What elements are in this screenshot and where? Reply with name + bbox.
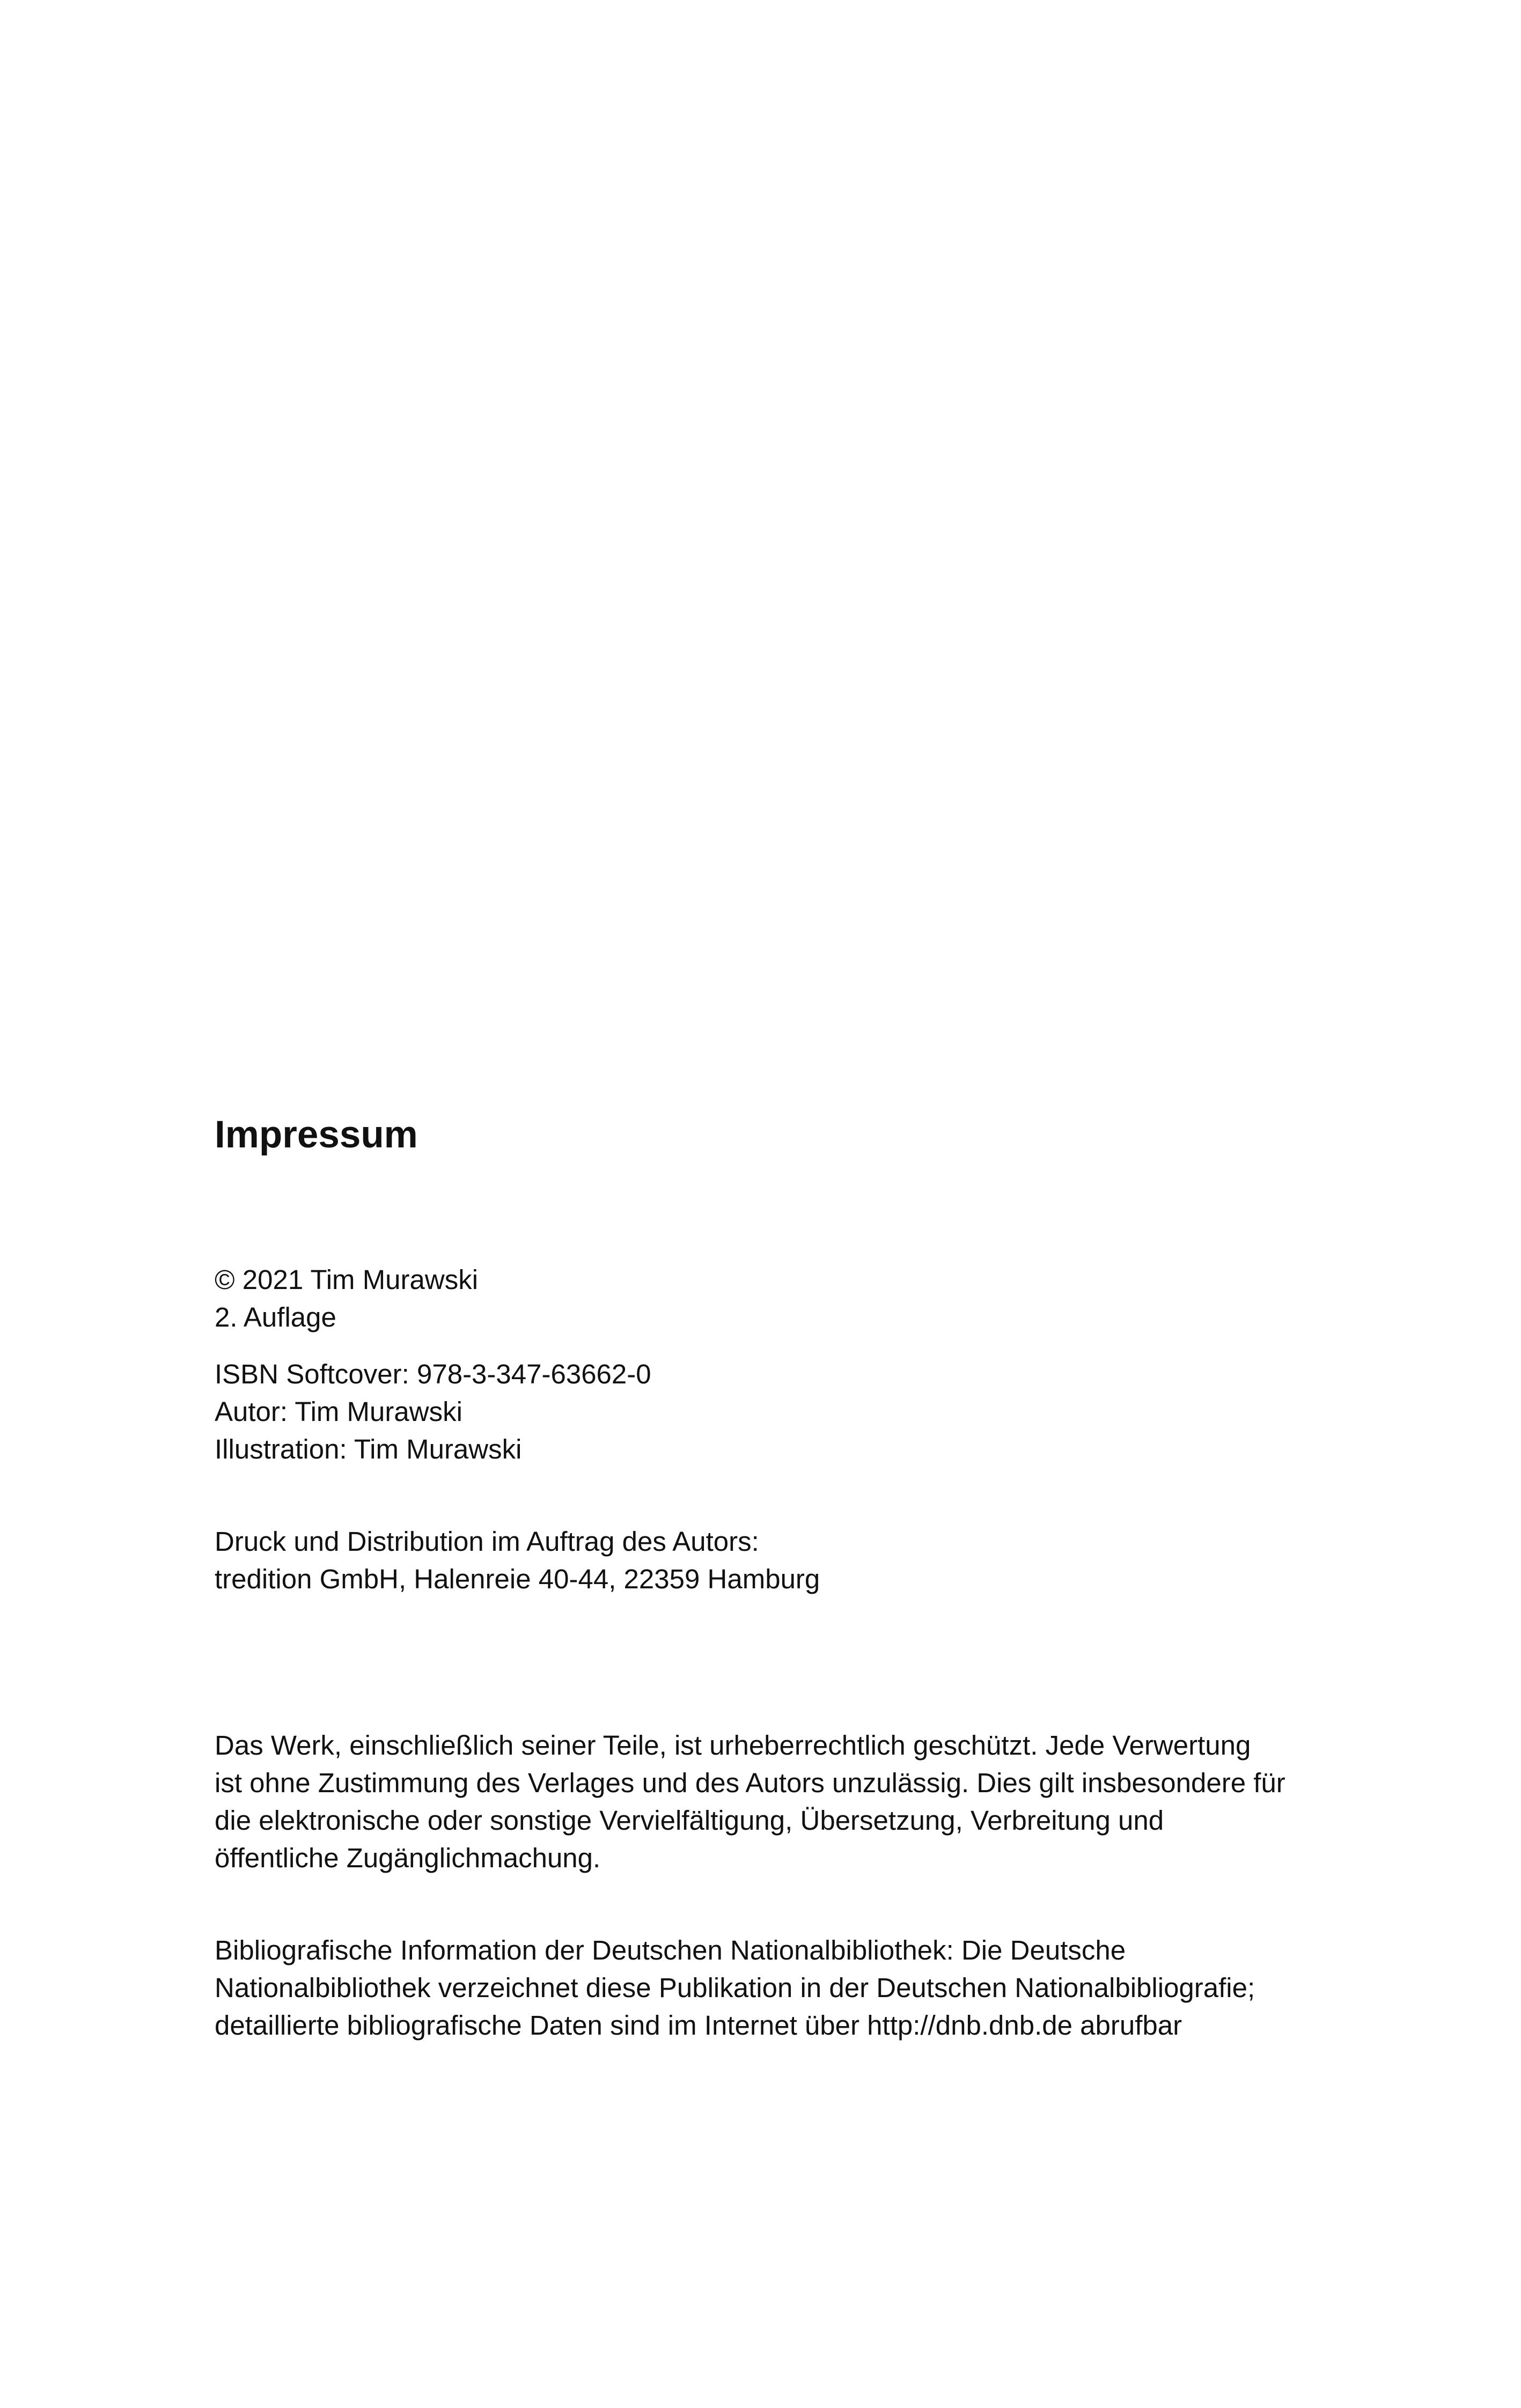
- author-line: Autor: Tim Murawski: [215, 1396, 462, 1427]
- copyright-line: © 2021 Tim Murawski: [215, 1264, 479, 1295]
- edition-line: 2. Auflage: [215, 1302, 336, 1332]
- rights-line: Das Werk, einschließlich seiner Teile, ist urheberrechtlich geschützt. Jede Verwertung: [215, 1730, 1251, 1761]
- print-distribution-block: [215, 1523, 1341, 1598]
- rights-line: die elektronische oder sonstige Vervielfältigung, Übersetzung, Verbreitung und: [215, 1805, 1164, 1836]
- page-title: Impressum: [215, 1114, 418, 1156]
- bibliography-line: Bibliografische Information der Deutschen Nationalbibliothek: Die Deutsche: [215, 1935, 1126, 1965]
- rights-line: ist ohne Zustimmung des Verlages und des Autors unzulässig. Dies gilt insbesondere für: [215, 1768, 1285, 1798]
- isbn-line: ISBN Softcover: 978-3-347-63662-0: [215, 1359, 651, 1389]
- print-line-1: Druck und Distribution im Auftrag des Autors:: [215, 1526, 759, 1557]
- bibliography-line: detaillierte bibliografische Daten sind im Internet über http://dnb.dnb.de abrufbar: [215, 2010, 1182, 2041]
- copyright-notice: [215, 1727, 1341, 1877]
- edition-block: [215, 1261, 1341, 1336]
- imprint-content: [215, 1116, 1341, 2044]
- rights-line: öffentliche Zugänglichmachung.: [215, 1843, 601, 1873]
- illustration-line: Illustration: Tim Murawski: [215, 1434, 522, 1464]
- bibliographic-information: [215, 1932, 1341, 2044]
- bibliography-line: Nationalbibliothek verzeichnet diese Publikation in der Deutschen Nationalbibliografie;: [215, 1972, 1255, 2003]
- print-line-2: tredition GmbH, Halenreie 40-44, 22359 Hamburg: [215, 1564, 820, 1594]
- publication-details: [215, 1356, 1341, 1468]
